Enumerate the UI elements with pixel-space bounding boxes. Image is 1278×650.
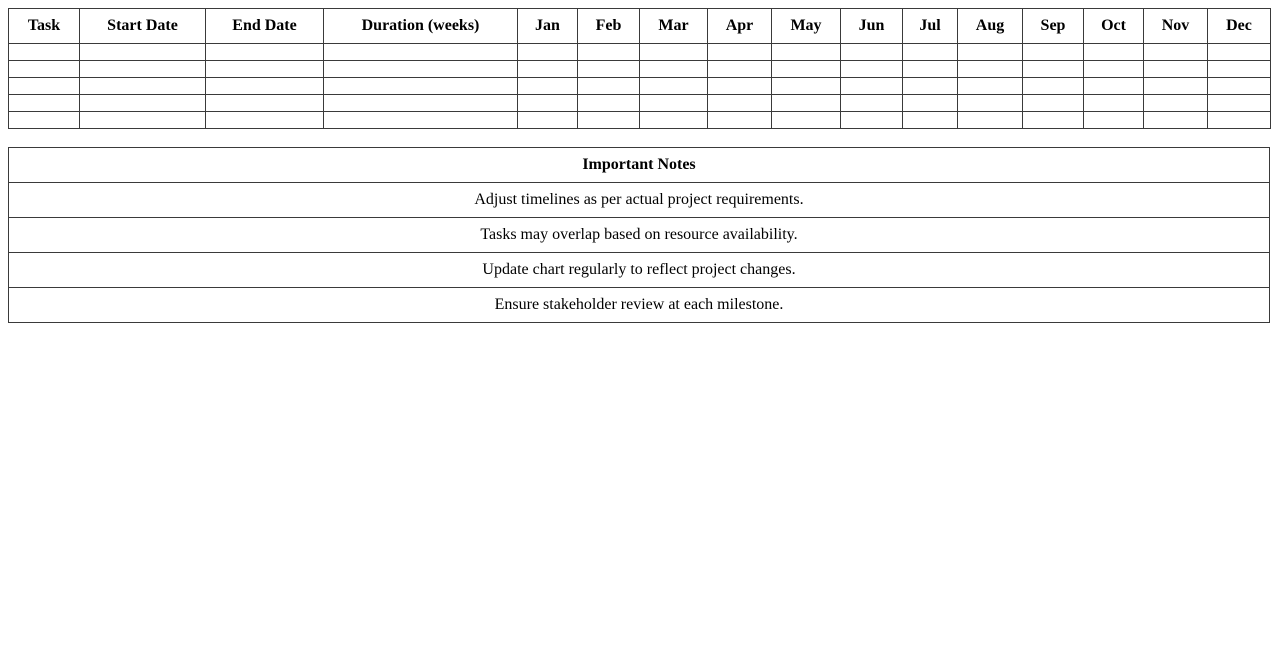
- gantt-cell: [1084, 44, 1144, 61]
- gantt-cell: [640, 95, 708, 112]
- gantt-cell: [80, 61, 206, 78]
- note-row: [9, 183, 1270, 218]
- gantt-cell: [518, 61, 578, 78]
- notes-header-row: [9, 148, 1270, 183]
- gantt-cell: [518, 44, 578, 61]
- note-row: [9, 218, 1270, 253]
- gantt-cell: [640, 78, 708, 95]
- header-dec: Dec: [1208, 9, 1271, 44]
- gantt-cell: [1084, 95, 1144, 112]
- gantt-cell: [324, 78, 518, 95]
- header-duration: Duration (weeks): [324, 9, 518, 44]
- header-mar: Mar: [640, 9, 708, 44]
- gantt-cell: [958, 112, 1023, 129]
- gantt-cell: [206, 61, 324, 78]
- note-item: Ensure stakeholder review at each milestone.: [9, 288, 1270, 323]
- gantt-cell: [903, 44, 958, 61]
- gantt-cell: [903, 61, 958, 78]
- header-jun: Jun: [841, 9, 903, 44]
- gantt-cell: [772, 95, 841, 112]
- header-sep: Sep: [1023, 9, 1084, 44]
- gantt-cell: [1023, 78, 1084, 95]
- gantt-cell: [1208, 112, 1271, 129]
- gantt-table: [8, 8, 1271, 129]
- header-feb: Feb: [578, 9, 640, 44]
- gantt-cell: [578, 95, 640, 112]
- gantt-cell: [324, 61, 518, 78]
- note-item: Adjust timelines as per actual project requirements.: [9, 183, 1270, 218]
- gantt-cell: [1084, 112, 1144, 129]
- gantt-cell: [80, 44, 206, 61]
- header-oct: Oct: [1084, 9, 1144, 44]
- gantt-cell: [518, 95, 578, 112]
- gantt-cell: [1208, 61, 1271, 78]
- gantt-cell: [1144, 61, 1208, 78]
- gantt-cell: [903, 78, 958, 95]
- gantt-cell: [958, 61, 1023, 78]
- gantt-cell: [708, 61, 772, 78]
- gantt-cell: [708, 95, 772, 112]
- gantt-cell: [841, 61, 903, 78]
- gantt-cell: [772, 44, 841, 61]
- gantt-cell: [772, 78, 841, 95]
- gantt-cell: [772, 112, 841, 129]
- gantt-cell: [206, 44, 324, 61]
- gantt-cell: [1144, 95, 1208, 112]
- gantt-cell: [1144, 78, 1208, 95]
- gantt-cell: [9, 112, 80, 129]
- note-item: Tasks may overlap based on resource availability.: [9, 218, 1270, 253]
- gantt-row: [9, 95, 1271, 112]
- header-end-date: End Date: [206, 9, 324, 44]
- gantt-cell: [206, 95, 324, 112]
- gantt-cell: [708, 112, 772, 129]
- gantt-cell: [1144, 112, 1208, 129]
- gantt-cell: [9, 61, 80, 78]
- gantt-cell: [958, 78, 1023, 95]
- gantt-cell: [640, 112, 708, 129]
- gantt-cell: [958, 95, 1023, 112]
- gantt-cell: [324, 44, 518, 61]
- gantt-row: [9, 78, 1271, 95]
- gantt-cell: [1208, 95, 1271, 112]
- header-start-date: Start Date: [80, 9, 206, 44]
- gantt-cell: [206, 78, 324, 95]
- gantt-cell: [1023, 95, 1084, 112]
- gantt-cell: [1023, 112, 1084, 129]
- gantt-row: [9, 112, 1271, 129]
- gantt-cell: [903, 95, 958, 112]
- header-jul: Jul: [903, 9, 958, 44]
- gantt-cell: [1084, 78, 1144, 95]
- note-item: Update chart regularly to reflect project changes.: [9, 253, 1270, 288]
- gantt-cell: [518, 112, 578, 129]
- gantt-row: [9, 61, 1271, 78]
- gantt-cell: [578, 78, 640, 95]
- gantt-cell: [518, 78, 578, 95]
- gantt-cell: [841, 78, 903, 95]
- gantt-cell: [640, 44, 708, 61]
- header-nov: Nov: [1144, 9, 1208, 44]
- gantt-cell: [80, 112, 206, 129]
- header-aug: Aug: [958, 9, 1023, 44]
- gantt-cell: [9, 95, 80, 112]
- header-task: Task: [9, 9, 80, 44]
- gantt-cell: [578, 44, 640, 61]
- gantt-cell: [206, 112, 324, 129]
- note-row: [9, 253, 1270, 288]
- gantt-cell: [903, 112, 958, 129]
- gantt-cell: [9, 78, 80, 95]
- gantt-cell: [80, 78, 206, 95]
- gantt-cell: [1023, 61, 1084, 78]
- gantt-cell: [324, 95, 518, 112]
- header-may: May: [772, 9, 841, 44]
- gantt-cell: [80, 95, 206, 112]
- gantt-cell: [708, 44, 772, 61]
- gantt-cell: [9, 44, 80, 61]
- gantt-cell: [958, 44, 1023, 61]
- gantt-cell: [1208, 44, 1271, 61]
- header-jan: Jan: [518, 9, 578, 44]
- header-apr: Apr: [708, 9, 772, 44]
- gantt-cell: [772, 61, 841, 78]
- notes-title: Important Notes: [9, 148, 1270, 183]
- gantt-cell: [841, 95, 903, 112]
- gantt-cell: [841, 112, 903, 129]
- gantt-header-row: [9, 9, 1271, 44]
- gantt-cell: [578, 112, 640, 129]
- gantt-row: [9, 44, 1271, 61]
- note-row: [9, 288, 1270, 323]
- gantt-cell: [324, 112, 518, 129]
- gantt-cell: [708, 78, 772, 95]
- gantt-cell: [1023, 44, 1084, 61]
- notes-table: [8, 147, 1270, 323]
- gantt-cell: [640, 61, 708, 78]
- gantt-cell: [1084, 61, 1144, 78]
- gantt-body: [9, 44, 1271, 129]
- gantt-cell: [841, 44, 903, 61]
- gantt-cell: [578, 61, 640, 78]
- gantt-cell: [1144, 44, 1208, 61]
- gantt-cell: [1208, 78, 1271, 95]
